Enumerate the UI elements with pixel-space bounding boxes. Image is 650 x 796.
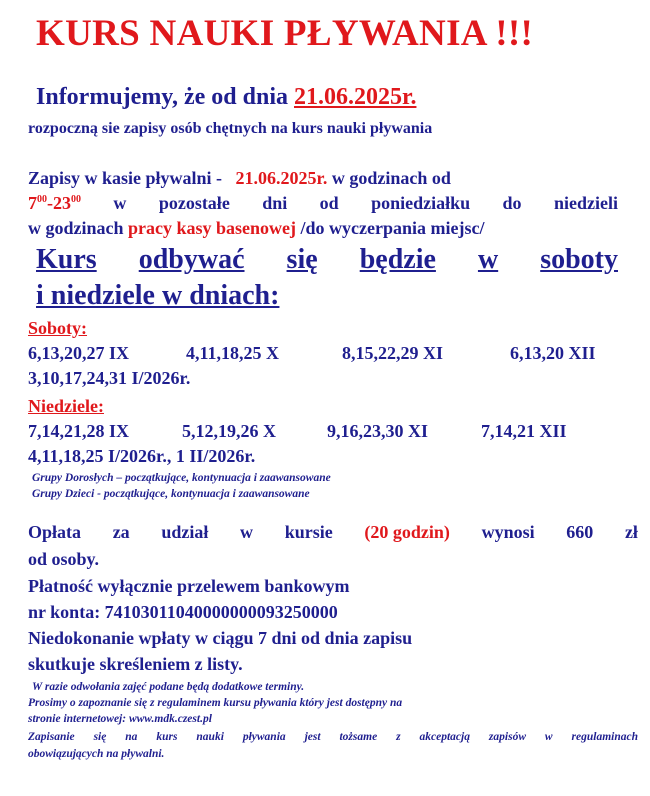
oplata-word: Opłata — [28, 522, 82, 542]
zapisy-cashier-hours: pracy kasy basenowej — [128, 218, 297, 238]
kurs-word: w — [477, 244, 499, 275]
niedziele-dates-2: 4,11,18,25 I/2026r., 1 II/2026r. — [28, 446, 256, 466]
zapisy-line-3 — [28, 218, 485, 239]
oplata-word: wynosi — [481, 522, 535, 542]
zapisy-hours-text: w godzinach od — [331, 168, 451, 188]
kurs-word: soboty — [540, 244, 618, 275]
kurs-heading-line-2: i niedziele w dniach: — [36, 280, 280, 311]
oplata-word: udział — [161, 522, 209, 542]
kurs-word: się — [286, 244, 318, 275]
soboty-item: 8,15,22,29 XI — [342, 343, 444, 363]
soboty-item: 4,11,18,25 X — [186, 343, 280, 363]
zapisy-line-1 — [28, 168, 451, 189]
zapisy-word: niedzieli — [553, 193, 618, 213]
zapisy-text: Zapisy w kasie pływalni - — [28, 168, 223, 188]
note-line-3: stronie internetowej: www.mdk.czest.pl — [28, 713, 212, 725]
platnosc-line-3: Niedokonanie wpłaty w ciągu 7 dni od dnia zapisu — [28, 628, 413, 648]
zapisy-word: w — [113, 193, 127, 213]
soboty-item: 6,13,20 XII — [510, 343, 596, 363]
kurs-heading-line-1 — [36, 244, 618, 276]
niedziele-item: 5,12,19,26 X — [182, 421, 276, 441]
page-title: KURS NAUKI PŁYWANIA !!! — [36, 13, 534, 54]
oplata-line-2: od osoby. — [28, 549, 100, 569]
soboty-item: 6,13,20,27 IX — [28, 343, 130, 363]
zapisy-word: do — [502, 193, 522, 213]
note-line-5: obowiązujących na pływalni. — [28, 748, 165, 760]
zapisy-word: pozostałe — [158, 193, 230, 213]
kurs-word: Kurs — [36, 244, 97, 275]
oplata-amount: 660 — [566, 522, 594, 542]
grupy-dorosli: Grupy Dorosłych – początkujące, kontynuacja i zaawansowane — [32, 472, 331, 484]
info-date: 21.06.2025r. — [294, 84, 417, 110]
zapisy-text: w godzinach — [28, 218, 129, 238]
soboty-dates-2: 3,10,17,24,31 I/2026r. — [28, 368, 191, 388]
oplata-word: w — [240, 522, 254, 542]
zapisy-word: dni — [262, 193, 288, 213]
oplata-hours: (20 godzin) — [364, 522, 450, 542]
zapisy-limit: /do wyczerpania miejsc/ — [296, 218, 485, 238]
info-heading — [36, 84, 416, 111]
niedziele-item: 9,16,23,30 XI — [327, 421, 429, 441]
kurs-word: odbywać — [138, 244, 245, 275]
info-line: rozpoczną sie zapisy osób chętnych na kurs nauki pływania — [28, 120, 433, 137]
note-line-1: W razie odwołania zajęć podane będą dodatkowe terminy. — [32, 681, 305, 693]
zapisy-hours: $7^{00}-23^{00}$ — [28, 193, 81, 213]
zapisy-word: od — [319, 193, 339, 213]
niedziele-label: Niedziele: — [28, 396, 104, 416]
niedziele-item: 7,14,21 XII — [481, 421, 567, 441]
oplata-line-1 — [28, 522, 638, 543]
account-number: nr konta: 74103011040000000093250000 — [28, 602, 338, 622]
grupy-dzieci: Grupy Dzieci - początkujące, kontynuacja i zaawansowane — [32, 488, 310, 500]
platnosc-line-1: Płatność wyłącznie przelewem bankowym — [28, 576, 350, 596]
note-line-4: Zapisanie się na kurs nauki pływania jest tożsame z akceptacją zapisów w regulaminach — [28, 731, 638, 743]
note-line-2: Prosimy o zapoznanie się z regulaminem kursu pływania który jest dostępny na — [28, 697, 403, 709]
niedziele-item: 7,14,21,28 IX — [28, 421, 130, 441]
oplata-word: za — [112, 522, 130, 542]
oplata-word: kursie — [284, 522, 333, 542]
kurs-word: będzie — [359, 244, 436, 275]
soboty-label: Soboty: — [28, 318, 88, 338]
platnosc-line-4: skutkuje skreśleniem z listy. — [28, 654, 243, 674]
zapisy-line-2 — [28, 193, 618, 214]
info-prefix: Informujemy, że od dnia — [36, 84, 294, 110]
zapisy-word: poniedziałku — [371, 193, 471, 213]
zapisy-date: 21.06.2025r. — [235, 168, 328, 188]
oplata-currency: zł — [624, 522, 638, 542]
